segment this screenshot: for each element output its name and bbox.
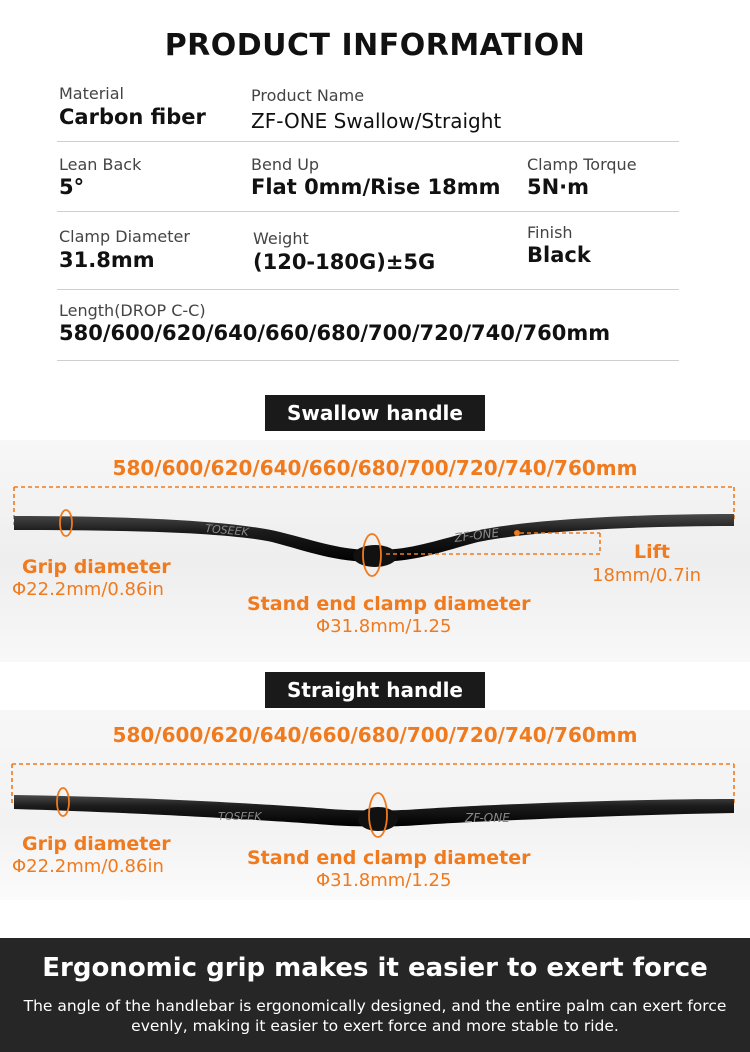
weight-value: (120-180G)±5G [253,250,436,274]
divider [57,141,679,142]
swallow-grip-value: Φ22.2mm/0.86in [12,579,164,600]
finish-value: Black [527,243,591,267]
bend-up-value: Flat 0mm/Rise 18mm [251,175,501,199]
length-value: 580/600/620/640/660/680/700/720/740/760mm [59,321,611,345]
material-label: Material [59,84,124,103]
straight-clamp-label: Stand end clamp diameter [247,847,531,869]
swallow-grip-label: Grip diameter [22,556,171,578]
product-name-label: Product Name [251,86,365,105]
straight-handle-tag: Straight handle [265,672,485,708]
lift-value: 18mm/0.7in [592,565,702,586]
swallow-clamp-label: Stand end clamp diameter [247,593,531,615]
straight-grip-value: Φ22.2mm/0.86in [12,856,164,877]
lean-back-value: 5° [59,175,85,199]
divider [57,211,679,212]
clamp-diameter-value: 31.8mm [59,248,155,272]
material-value: Carbon fiber [59,105,206,129]
swallow-length-dimension: 580/600/620/640/660/680/700/720/740/760mm [112,456,638,480]
divider [57,289,679,290]
toseek-logo: TOSEEK [218,810,262,823]
footer-headline: Ergonomic grip makes it easier to exert force [42,953,708,983]
zf-one-logo: ZF-ONE [465,811,510,825]
bend-up-label: Bend Up [251,155,320,174]
divider [57,360,679,361]
lift-label: Lift [634,541,670,563]
straight-grip-label: Grip diameter [22,833,171,855]
toseek-logo: TOSEEK [204,522,250,539]
page-title: PRODUCT INFORMATION [164,28,586,63]
footer-body: The angle of the handlebar is ergonomically designed, and the entire palm can exert force evenly, making it easier to exert force and more stable to ride. [23,997,727,1035]
length-label: Length(DROP C-C) [59,301,206,320]
clamp-torque-label: Clamp Torque [527,155,637,174]
straight-clamp-value: Φ31.8mm/1.25 [316,870,452,891]
swallow-handle-tag: Swallow handle [265,395,485,431]
clamp-diameter-label: Clamp Diameter [59,227,190,246]
clamp-torque-value: 5N·m [527,175,590,199]
finish-label: Finish [527,223,573,242]
product-name-value: ZF-ONE Swallow/Straight [251,109,502,133]
straight-length-dimension: 580/600/620/640/660/680/700/720/740/760mm [112,723,638,747]
zf-one-logo: ZF-ONE [453,525,500,545]
swallow-clamp-value: Φ31.8mm/1.25 [316,616,452,637]
lean-back-label: Lean Back [59,155,142,174]
weight-label: Weight [253,229,309,248]
straight-handlebar-illustration [0,755,750,845]
